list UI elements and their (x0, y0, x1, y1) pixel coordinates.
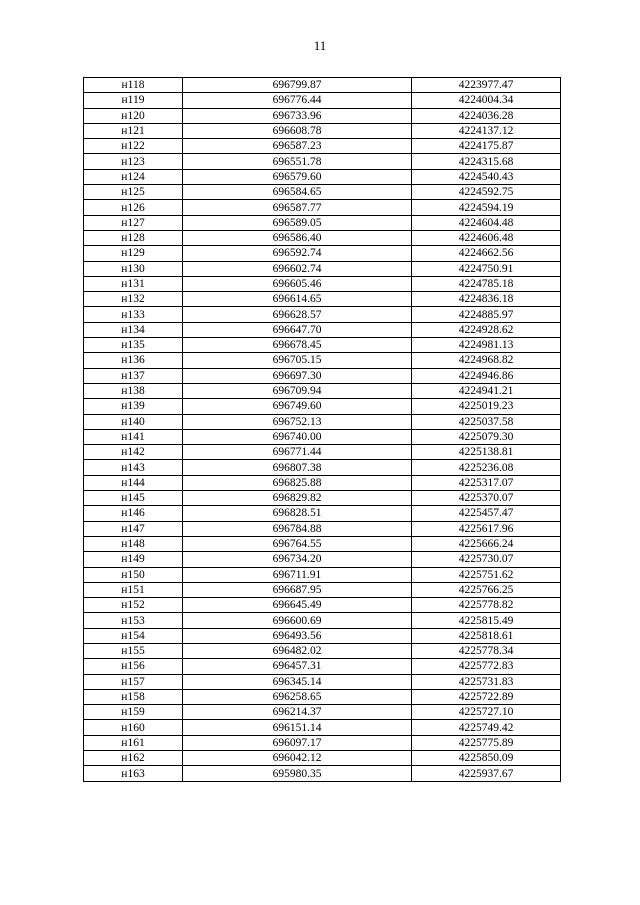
x-coordinate-cell: 696551.78 (183, 154, 412, 169)
coordinates-table-body (84, 78, 561, 782)
table-row (84, 613, 561, 628)
point-id-cell: н128 (84, 230, 183, 245)
point-id-cell: н122 (84, 139, 183, 154)
x-coordinate-cell: 696752.13 (183, 414, 412, 429)
y-coordinate-cell: 4225457.47 (412, 506, 561, 521)
y-coordinate-cell: 4224592.75 (412, 185, 561, 200)
y-coordinate-cell: 4225818.61 (412, 628, 561, 643)
table-row (84, 628, 561, 643)
point-id-cell: н162 (84, 751, 183, 766)
point-id-cell: н120 (84, 108, 183, 123)
y-coordinate-cell: 4225778.34 (412, 643, 561, 658)
table-row (84, 353, 561, 368)
point-id-cell: н145 (84, 491, 183, 506)
table-row (84, 429, 561, 444)
y-coordinate-cell: 4225138.81 (412, 445, 561, 460)
x-coordinate-cell: 696579.60 (183, 169, 412, 184)
x-coordinate-cell: 696608.78 (183, 123, 412, 138)
point-id-cell: н126 (84, 200, 183, 215)
x-coordinate-cell: 696587.77 (183, 200, 412, 215)
x-coordinate-cell: 696042.12 (183, 751, 412, 766)
x-coordinate-cell: 696709.94 (183, 383, 412, 398)
table-row (84, 506, 561, 521)
x-coordinate-cell: 696600.69 (183, 613, 412, 628)
table-row (84, 536, 561, 551)
y-coordinate-cell: 4224604.48 (412, 215, 561, 230)
table-row (84, 338, 561, 353)
y-coordinate-cell: 4225370.07 (412, 491, 561, 506)
point-id-cell: н134 (84, 322, 183, 337)
y-coordinate-cell: 4225037.58 (412, 414, 561, 429)
y-coordinate-cell: 4225730.07 (412, 552, 561, 567)
y-coordinate-cell: 4225775.89 (412, 735, 561, 750)
point-id-cell: н163 (84, 766, 183, 781)
table-row (84, 659, 561, 674)
x-coordinate-cell: 696214.37 (183, 705, 412, 720)
point-id-cell: н129 (84, 246, 183, 261)
x-coordinate-cell: 696711.91 (183, 567, 412, 582)
y-coordinate-cell: 4224540.43 (412, 169, 561, 184)
point-id-cell: н137 (84, 368, 183, 383)
y-coordinate-cell: 4224968.82 (412, 353, 561, 368)
y-coordinate-cell: 4225749.42 (412, 720, 561, 735)
point-id-cell: н140 (84, 414, 183, 429)
x-coordinate-cell: 696586.40 (183, 230, 412, 245)
table-row (84, 689, 561, 704)
y-coordinate-cell: 4223977.47 (412, 78, 561, 93)
coordinates-table (83, 77, 561, 782)
table-row (84, 200, 561, 215)
table-row (84, 567, 561, 582)
x-coordinate-cell: 696733.96 (183, 108, 412, 123)
table-row (84, 751, 561, 766)
table-row (84, 292, 561, 307)
y-coordinate-cell: 4225937.67 (412, 766, 561, 781)
y-coordinate-cell: 4225766.25 (412, 582, 561, 597)
x-coordinate-cell: 696592.74 (183, 246, 412, 261)
point-id-cell: н136 (84, 353, 183, 368)
table-row (84, 582, 561, 597)
y-coordinate-cell: 4224946.86 (412, 368, 561, 383)
table-row (84, 276, 561, 291)
table-row (84, 720, 561, 735)
table-row (84, 521, 561, 536)
x-coordinate-cell: 696482.02 (183, 643, 412, 658)
table-row (84, 414, 561, 429)
table-row (84, 643, 561, 658)
y-coordinate-cell: 4225019.23 (412, 399, 561, 414)
point-id-cell: н150 (84, 567, 183, 582)
table-row (84, 246, 561, 261)
x-coordinate-cell: 696749.60 (183, 399, 412, 414)
table-row (84, 93, 561, 108)
y-coordinate-cell: 4225815.49 (412, 613, 561, 628)
point-id-cell: н121 (84, 123, 183, 138)
table-row (84, 185, 561, 200)
x-coordinate-cell: 696807.38 (183, 460, 412, 475)
point-id-cell: н158 (84, 689, 183, 704)
x-coordinate-cell: 696776.44 (183, 93, 412, 108)
table-row (84, 139, 561, 154)
y-coordinate-cell: 4225666.24 (412, 536, 561, 551)
y-coordinate-cell: 4224750.91 (412, 261, 561, 276)
point-id-cell: н160 (84, 720, 183, 735)
point-id-cell: н146 (84, 506, 183, 521)
table-row (84, 475, 561, 490)
y-coordinate-cell: 4225617.96 (412, 521, 561, 536)
x-coordinate-cell: 696587.23 (183, 139, 412, 154)
x-coordinate-cell: 696647.70 (183, 322, 412, 337)
point-id-cell: н118 (84, 78, 183, 93)
x-coordinate-cell: 696457.31 (183, 659, 412, 674)
y-coordinate-cell: 4225317.07 (412, 475, 561, 490)
x-coordinate-cell: 696258.65 (183, 689, 412, 704)
x-coordinate-cell: 696734.20 (183, 552, 412, 567)
y-coordinate-cell: 4225772.83 (412, 659, 561, 674)
point-id-cell: н161 (84, 735, 183, 750)
y-coordinate-cell: 4224981.13 (412, 338, 561, 353)
x-coordinate-cell: 696589.05 (183, 215, 412, 230)
table-row (84, 230, 561, 245)
point-id-cell: н143 (84, 460, 183, 475)
x-coordinate-cell: 696614.65 (183, 292, 412, 307)
point-id-cell: н151 (84, 582, 183, 597)
table-row (84, 445, 561, 460)
point-id-cell: н131 (84, 276, 183, 291)
x-coordinate-cell: 696784.88 (183, 521, 412, 536)
x-coordinate-cell: 696687.95 (183, 582, 412, 597)
x-coordinate-cell: 696697.30 (183, 368, 412, 383)
table-row (84, 766, 561, 781)
point-id-cell: н139 (84, 399, 183, 414)
point-id-cell: н154 (84, 628, 183, 643)
y-coordinate-cell: 4224315.68 (412, 154, 561, 169)
table-row (84, 307, 561, 322)
table-row (84, 154, 561, 169)
table-row (84, 735, 561, 750)
y-coordinate-cell: 4224606.48 (412, 230, 561, 245)
y-coordinate-cell: 4224836.18 (412, 292, 561, 307)
x-coordinate-cell: 696771.44 (183, 445, 412, 460)
y-coordinate-cell: 4224662.56 (412, 246, 561, 261)
y-coordinate-cell: 4224004.34 (412, 93, 561, 108)
y-coordinate-cell: 4224885.97 (412, 307, 561, 322)
point-id-cell: н135 (84, 338, 183, 353)
y-coordinate-cell: 4224137.12 (412, 123, 561, 138)
x-coordinate-cell: 696584.65 (183, 185, 412, 200)
point-id-cell: н148 (84, 536, 183, 551)
x-coordinate-cell: 696345.14 (183, 674, 412, 689)
y-coordinate-cell: 4225850.09 (412, 751, 561, 766)
point-id-cell: н119 (84, 93, 183, 108)
x-coordinate-cell: 695980.35 (183, 766, 412, 781)
table-row (84, 399, 561, 414)
x-coordinate-cell: 696825.88 (183, 475, 412, 490)
table-row (84, 674, 561, 689)
x-coordinate-cell: 696628.57 (183, 307, 412, 322)
point-id-cell: н130 (84, 261, 183, 276)
table-row (84, 598, 561, 613)
table-row (84, 383, 561, 398)
point-id-cell: н157 (84, 674, 183, 689)
table-row (84, 123, 561, 138)
y-coordinate-cell: 4224175.87 (412, 139, 561, 154)
y-coordinate-cell: 4225751.62 (412, 567, 561, 582)
point-id-cell: н153 (84, 613, 183, 628)
y-coordinate-cell: 4224928.62 (412, 322, 561, 337)
table-row (84, 705, 561, 720)
table-row (84, 322, 561, 337)
table-row (84, 261, 561, 276)
point-id-cell: н127 (84, 215, 183, 230)
y-coordinate-cell: 4225722.89 (412, 689, 561, 704)
point-id-cell: н155 (84, 643, 183, 658)
x-coordinate-cell: 696645.49 (183, 598, 412, 613)
point-id-cell: н147 (84, 521, 183, 536)
y-coordinate-cell: 4225731.83 (412, 674, 561, 689)
y-coordinate-cell: 4224036.28 (412, 108, 561, 123)
point-id-cell: н149 (84, 552, 183, 567)
table-row (84, 169, 561, 184)
y-coordinate-cell: 4224941.21 (412, 383, 561, 398)
point-id-cell: н144 (84, 475, 183, 490)
x-coordinate-cell: 696828.51 (183, 506, 412, 521)
point-id-cell: н142 (84, 445, 183, 460)
point-id-cell: н156 (84, 659, 183, 674)
table-row (84, 215, 561, 230)
point-id-cell: н125 (84, 185, 183, 200)
x-coordinate-cell: 696799.87 (183, 78, 412, 93)
x-coordinate-cell: 696764.55 (183, 536, 412, 551)
table-row (84, 460, 561, 475)
table-row (84, 368, 561, 383)
point-id-cell: н132 (84, 292, 183, 307)
x-coordinate-cell: 696151.14 (183, 720, 412, 735)
x-coordinate-cell: 696678.45 (183, 338, 412, 353)
point-id-cell: н124 (84, 169, 183, 184)
point-id-cell: н138 (84, 383, 183, 398)
y-coordinate-cell: 4224785.18 (412, 276, 561, 291)
table-row (84, 552, 561, 567)
table-row (84, 108, 561, 123)
x-coordinate-cell: 696493.56 (183, 628, 412, 643)
y-coordinate-cell: 4224594.19 (412, 200, 561, 215)
x-coordinate-cell: 696605.46 (183, 276, 412, 291)
point-id-cell: н123 (84, 154, 183, 169)
y-coordinate-cell: 4225727.10 (412, 705, 561, 720)
x-coordinate-cell: 696740.00 (183, 429, 412, 444)
point-id-cell: н159 (84, 705, 183, 720)
table-row (84, 491, 561, 506)
table-row (84, 78, 561, 93)
y-coordinate-cell: 4225079.30 (412, 429, 561, 444)
point-id-cell: н141 (84, 429, 183, 444)
x-coordinate-cell: 696829.82 (183, 491, 412, 506)
page-number: 11 (313, 38, 327, 53)
y-coordinate-cell: 4225236.08 (412, 460, 561, 475)
point-id-cell: н133 (84, 307, 183, 322)
x-coordinate-cell: 696097.17 (183, 735, 412, 750)
x-coordinate-cell: 696602.74 (183, 261, 412, 276)
x-coordinate-cell: 696705.15 (183, 353, 412, 368)
y-coordinate-cell: 4225778.82 (412, 598, 561, 613)
point-id-cell: н152 (84, 598, 183, 613)
